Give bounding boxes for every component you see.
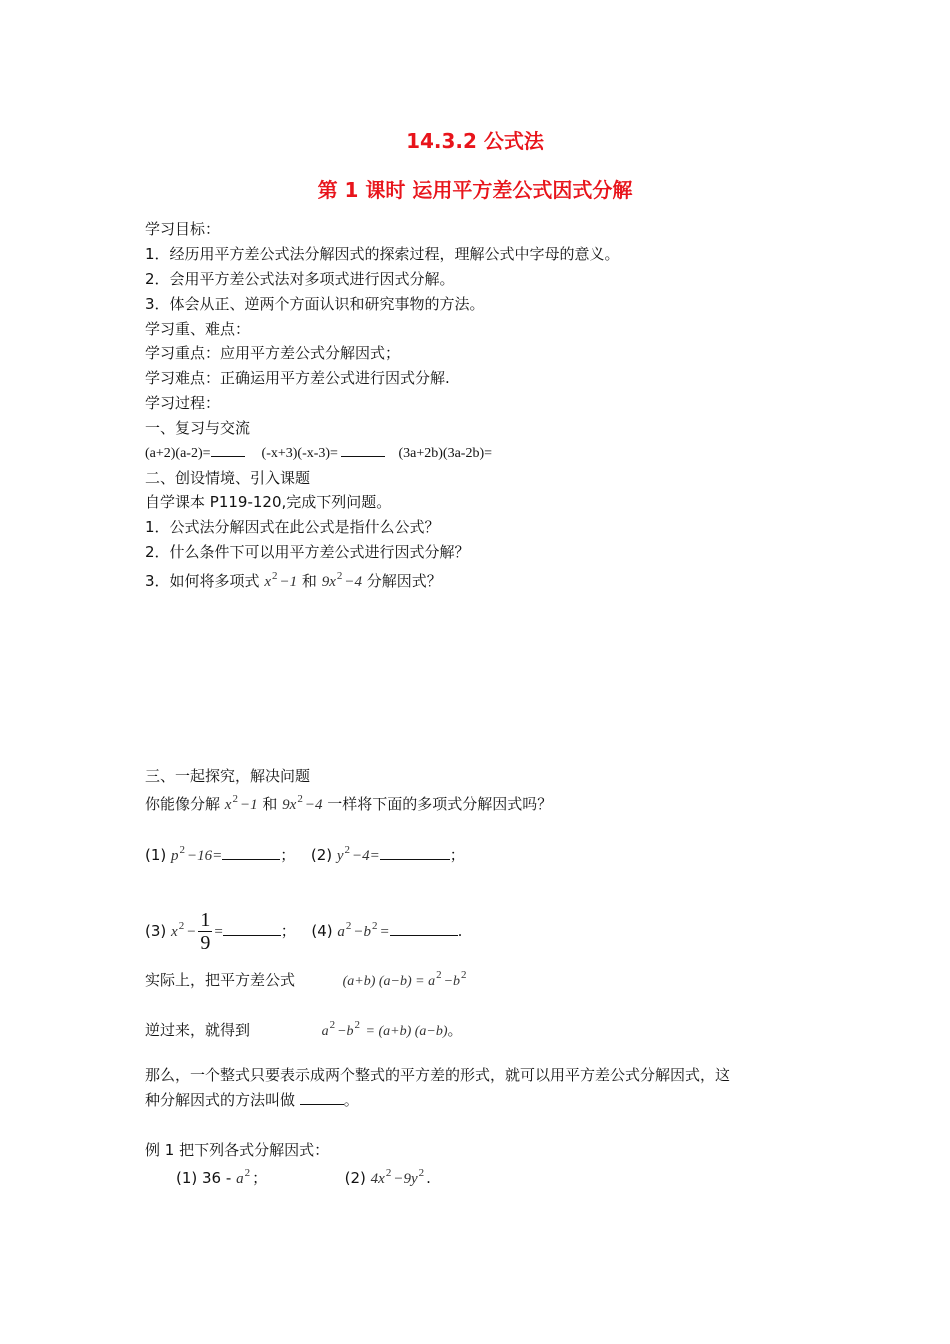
formula-a2: $a^2$ [236,1167,251,1187]
review-expressions [145,442,492,464]
question-3-and: 和 [301,572,317,590]
key-points-heading: 学习重、难点： [145,320,251,338]
exercise-row-1: (1) $p^2 -16=$ ； (2) $y^2 -4=$ ； [145,844,465,864]
answer-blank[interactable] [380,845,450,860]
formula-x2-minus-1: $x^2 -1$ [264,570,298,590]
answer-blank[interactable] [300,1090,344,1105]
formula-a2-minus-b2: $a^2 -b^2$ = [337,920,390,940]
review-expr-2: (-x+3)(-x-3)= [261,446,338,461]
prompt-prefix: 你能像分解 [145,795,221,813]
objective-item-3: 3．体会从正、逆两个方面认识和研究事物的方法。 [145,295,485,313]
formula-factored-form: $a^2 -b^2 = (a+b)$ (a−b) [321,1019,448,1039]
question-3 [145,571,442,593]
section3-heading: 三、一起探究，解决问题 [145,767,311,785]
fact-line [145,970,469,992]
formula-x2-minus-one-ninth: $x^2$ − [171,920,197,940]
exercise-1-label: (1) [145,846,167,864]
prompt-and: 和 [262,795,278,813]
answer-blank[interactable] [223,921,281,936]
review-expr-3: (3a+2b)(3a-2b)= [398,446,492,461]
question-1: 1．公式法分解因式在此公式是指什么公式？ [145,518,440,536]
difficulty-point: 学习难点：正确运用平方差公式进行因式分解. [145,369,450,387]
example-heading: 例 1 把下列各式分解因式： [145,1141,330,1159]
fact-line-text: 实际上，把平方差公式 [145,971,296,989]
page-title: 14.3.2 公式法 [406,129,544,153]
formula-y2-minus-4: $y^2 -4=$ [336,844,380,864]
question-3-suffix: 分解因式？ [366,572,442,590]
section2-heading: 二、创设情境、引入课题 [145,469,311,487]
exercise-4-label: (4) [311,922,333,940]
fraction-one-ninth: $\frac{1}{9}$ [200,909,211,954]
reverse-line: 逆过来，就得到 $a^2 -b^2 = (a+b)$ (a−b)。 [145,1019,463,1039]
conclusion-line-1: 那么，一个整式只要表示成两个整式的平方差的形式，就可以用平方差公式分解因式，这 [145,1066,731,1084]
conclusion-line-2-text: 种分解因式的方法叫做 [145,1091,296,1109]
question-3-prefix: 3．如何将多项式 [145,572,260,590]
answer-blank[interactable] [341,442,385,457]
answer-blank[interactable] [211,442,245,457]
prompt-suffix: 一样将下面的多项式分解因式吗？ [327,795,553,813]
exercise-row-2: (3) $x^2$ − $\frac{1}{9}$ = ； (4) $a^2 -b^2$ = . [145,909,463,954]
exercise-2-label: (2) [310,846,333,864]
exercise-3-label: (3) [145,922,167,940]
objectives-heading: 学习目标： [145,220,221,238]
formula-x2-minus-1: $x^2 -1$ [224,793,258,813]
reverse-line-text: 逆过来，就得到 [145,1021,251,1039]
process-heading: 学习过程： [145,394,221,412]
question-2: 2．什么条件下可以用平方差公式进行因式分解？ [145,543,470,561]
formula-4x2-minus-9y2: $4x^2 -9y^2$ [370,1167,425,1187]
formula-9x2-minus-4: $9x^2 -4$ [282,793,323,813]
formula-p2-minus-16: $p^2 -16=$ [171,844,223,864]
key-point: 学习重点：应用平方差公式分解因式； [145,344,401,362]
page-subtitle: 第 1 课时 运用平方差公式因式分解 [317,178,633,202]
answer-blank[interactable] [390,921,458,936]
example-2-label: (2) [344,1169,366,1187]
formula-difference-of-squares: (a+b) $(a-b) = a^2 -b^2$ [342,969,467,989]
self-study-intro: 自学课本 P119-120,完成下列问题。 [145,493,392,511]
section3-prompt [145,794,552,816]
example-row: (1) $36 - a^2$ ； (2) $4x^2 -9y^2$ . [176,1167,431,1187]
example-1-label: (1) 36 - [176,1169,232,1187]
objective-item-1: 1．经历用平方差公式法分解因式的探索过程，理解公式中字母的意义。 [145,245,620,263]
formula-9x2-minus-4: $9x^2 -4$ [321,570,362,590]
objective-item-2: 2．会用平方差公式法对多项式进行因式分解。 [145,270,455,288]
review-expr-1: (a+2)(a-2)= [145,446,211,461]
section1-heading: 一、复习与交流 [145,419,251,437]
answer-blank[interactable] [222,845,280,860]
conclusion-line-2: 种分解因式的方法叫做 。 [145,1091,359,1109]
